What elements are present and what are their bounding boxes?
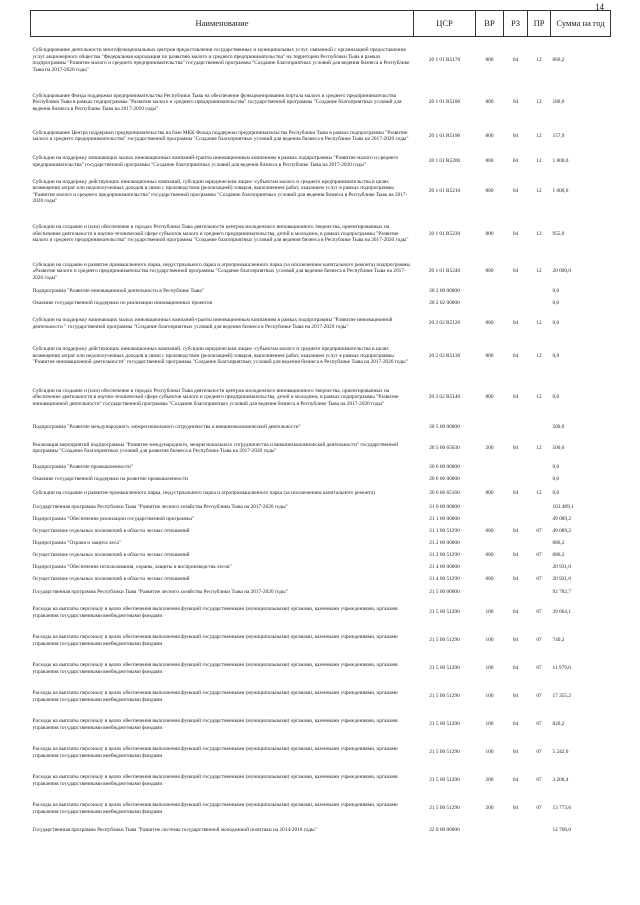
row-amount: 20 000,0: [552, 268, 572, 275]
row-code: 21 1 00 00000: [429, 516, 460, 523]
row-vr: [476, 474, 504, 486]
row-rz: 04: [512, 352, 519, 359]
table-row: [31, 435, 611, 462]
row-pr: 07: [536, 777, 542, 784]
row-rz: 04: [512, 749, 519, 756]
row-amount: 92 782,7: [552, 588, 572, 595]
row-pr: 12: [536, 444, 542, 451]
row-code: 21 5 00 51290: [429, 637, 460, 644]
row-amount: 955,0: [552, 230, 565, 237]
row-pr: 12: [536, 394, 542, 401]
row-code: 20 6 06 65160: [429, 490, 460, 497]
header-rz: РЗ: [504, 11, 528, 37]
row-pr: [528, 514, 551, 526]
row-rz: [504, 586, 528, 599]
row-pr: 12: [536, 158, 542, 165]
row-name: Подпрограмма "Развитие инновационной деятельности в Республике Тыва": [32, 288, 204, 295]
row-rz: [504, 514, 528, 526]
row-vr: [476, 586, 504, 599]
row-vr: 100: [485, 721, 494, 728]
row-vr: [476, 562, 504, 574]
row-rz: [504, 421, 528, 435]
row-code: 20 2 02 R5130: [428, 352, 461, 359]
row-name: Государственная программа Республики Тыва "Развитие системы государственной молодежной политики на 2014-2018 годы": [32, 827, 317, 834]
row-rz: 04: [512, 528, 519, 535]
row-code: 20 1 01 R5190: [428, 132, 461, 139]
row-pr: 12: [536, 268, 542, 275]
row-pr: 12: [536, 320, 542, 327]
row-code: 20 6 00 00000: [429, 464, 460, 471]
row-name: Расходы на выплаты персоналу в целях обеспечения выполнения функций государственными (муниципальными) органами, казенными учреждениями, органами управления государственными внебюджетными фондами: [32, 690, 398, 703]
row-rz: 04: [512, 721, 519, 728]
row-name: Осуществление отдельных полномочий в области лесных отношений: [32, 552, 190, 559]
header-amount: Сумма на год: [551, 11, 611, 37]
row-name: Подпрограмма "Обеспечение реализации государственной программы": [32, 516, 195, 523]
row-name: Субсидии на поддержку действующих инновационных компаний, субсидии юридическим лицам -субъектам малого и среднего предпринимательства в целях возмещения затрат или недополученных доходов в связи с производством (реализацией) товаров, выполнением работ, оказанием услуг в рамках подпрограммы "Развитие инновационной деятельности" государственной программы "Создание благоприятных условий для ведения бизнеса в Республике Тыва на 2017-2020 годы": [32, 346, 408, 366]
page-number: 14: [595, 2, 604, 12]
table-row: [31, 562, 611, 574]
row-rz: 04: [512, 99, 519, 106]
row-rz: 04: [512, 777, 519, 784]
table-row: [31, 486, 611, 502]
row-rz: [504, 823, 528, 839]
row-vr: [476, 421, 504, 435]
row-vr: 800: [485, 132, 494, 139]
row-code: 20 1 01 R5240: [428, 268, 461, 275]
header-pr: ПР: [528, 11, 551, 37]
row-amount: 0,0: [552, 464, 560, 471]
row-pr: 07: [536, 749, 542, 756]
row-amount: 39 664,1: [552, 609, 572, 616]
row-code: 20 1 01 R5170: [428, 57, 461, 64]
row-pr: 07: [536, 637, 542, 644]
row-amount: 0,0: [552, 352, 560, 359]
row-vr: 800: [485, 158, 494, 165]
row-name: Расходы на выплаты персоналу в целях обеспечения выполнения функций государственными (муниципальными) органами, казенными учреждениями, органами управления государственными внебюджетными фондами: [32, 746, 398, 759]
row-name: Оказание государственной поддержки на развитие промышленности: [32, 476, 188, 483]
row-code: 20 2 02 00000: [429, 300, 460, 307]
row-rz: 04: [512, 576, 519, 583]
row-pr: 07: [536, 805, 542, 812]
row-pr: [528, 823, 551, 839]
row-name: Подпрограмма "Развитие промышленности": [32, 464, 134, 471]
table-row: [31, 538, 611, 550]
row-name: Субсидии на поддержку начинающих малых инновационных компаний-гранты инновационным компаниям в рамках подпрограммы "Развитие инновационной деятельности " государственной программы "Создание благоприятных условий для ведения бизнеса в Республике Тыва на 2017-2020 годы": [32, 317, 393, 330]
row-vr: [476, 823, 504, 839]
row-pr: [528, 462, 551, 474]
row-pr: 12: [536, 230, 542, 237]
table-row: [31, 338, 611, 375]
row-name: Государственная программа Республики Тыва "Развитие лесного хозяйства Республики Тыва на 2017-2020 годы": [32, 588, 288, 595]
row-name: Оказание государственной поддержки по реализации инновационных проектов: [32, 300, 213, 307]
row-rz: 04: [512, 158, 519, 165]
row-code: 21 5 00 51290: [429, 609, 460, 616]
row-vr: [476, 462, 504, 474]
row-amount: 157,9: [552, 132, 565, 139]
row-code: 21 5 00 51290: [429, 721, 460, 728]
row-pr: 12: [536, 490, 542, 497]
table-row: [31, 502, 611, 514]
table-row: [31, 298, 611, 310]
row-amount: 1 000,0: [552, 188, 569, 195]
row-name: Субсидии на создание и (или) обеспечение в городах Республики Тыва деятельности центров молодежного инновационного творчества, ориентированных на обеспечение деятельности в научно-технической сфере субъектов малого и среднего предпринимательства, детей и молодежи, в рамках подпрограммы "Развитие малого и среднего предпринимательства" государственной программы "Создание благоприятных условий для ведения бизнеса в Республике Тыва на 2017-2020 годы": [32, 224, 409, 244]
table-row: [31, 211, 611, 258]
table-row: [31, 173, 611, 211]
row-amount: 740,2: [552, 637, 565, 644]
row-vr: 800: [485, 268, 494, 275]
table-row: [31, 683, 611, 711]
row-amount: 49 089,2: [552, 516, 572, 523]
table-row: [31, 655, 611, 683]
row-rz: [504, 462, 528, 474]
row-rz: [504, 298, 528, 310]
row-name: Субсидии на поддержку начинающих малых инновационных компаний-гранты инновационным компаниям в рамках подпрограммы "Развитие малого и среднего предпринимательства" государственной программы "Создание благоприятных условий для ведения бизнеса в Республике Тыва на 2017-2020 годы": [32, 155, 399, 168]
row-rz: 04: [512, 805, 519, 812]
row-amount: 0,0: [552, 300, 560, 307]
row-name: Расходы на выплаты персоналу в целях обеспечения выполнения функций государственными (муниципальными) органами, казенными учреждениями, органами управления государственными внебюджетными фондами: [32, 662, 398, 675]
row-amount: 0,0: [552, 476, 560, 483]
row-name: Субсидии на поддержку действующих инновационных компаний, субсидии юридическим лицам -субъектам малого и среднего предпринимательства в целях возмещения затрат или недополученных доходов в связи с производством (реализацией) товаров, выполнением работ, оказанием услуг в рамках подпрограммы "Развитие малого и среднего предпринимательства" государственной программы "Создание благоприятных условий для ведения бизнеса в Республике Тыва на 2017-2020 годы": [32, 178, 408, 204]
table-row: [31, 550, 611, 562]
row-code: 20 1 01 R5230: [428, 230, 461, 237]
row-code: 21 0 00 00000: [429, 504, 460, 511]
row-rz: 04: [512, 609, 519, 616]
table-row: [31, 122, 611, 151]
table-row: [31, 151, 611, 173]
row-amount: 820,2: [552, 721, 565, 728]
row-name: Расходы на выплаты персоналу в целях обеспечения выполнения функций государственными (муниципальными) органами, казенными учреждениями, органами управления государственными внебюджетными фондами: [32, 802, 398, 815]
row-name: Субсидии на создание и развитие промышленного парка, индустриального парка и агропромышленного парка (за исключением капитального ремонта): [32, 490, 376, 497]
row-code: 21 2 00 51290: [429, 552, 460, 559]
row-pr: [528, 474, 551, 486]
row-name: Государственная программа Республики Тыва "Развитие лесного хозяйства Республики Тыва на 2017-2020 годы": [32, 504, 288, 511]
row-code: 20 1 01 R5200: [428, 158, 461, 165]
row-code: 20 1 01 R5210: [428, 188, 461, 195]
row-rz: 04: [512, 693, 519, 700]
table-row: [31, 258, 611, 286]
row-vr: 100: [485, 609, 494, 616]
row-vr: 800: [485, 490, 494, 497]
row-code: 21 5 00 51290: [429, 693, 460, 700]
row-pr: [528, 562, 551, 574]
row-code: 20 2 00 00000: [429, 288, 460, 295]
table-row: [31, 310, 611, 338]
row-amount: 660,2: [552, 57, 565, 64]
row-name: Субсидирование деятельности многофункциональных центров предоставления государственных и муниципальных услуг, связанной с организацией предоставления услуг акционерного общества "Федеральная корпорация по развитию малого и среднего предпринимательства" на территории Республики Тыва в рамках подпрограммы "Развитие малого и среднего предпринимательства" государственной программы "Создание благоприятных условий для ведения бизнеса в Республике Тыва на 2017-2020 годы": [32, 47, 410, 73]
row-name: Субсидирование Центра поддержки предпринимательства на базе МКК Фонда поддержки предпринимательства Республики Тыва в рамках подпрограммы "Развитие малого и среднего предпринимательства" государственной программы "Создание благоприятных условий для ведения бизнеса в Республике Тыва на 2017-2020 годы": [32, 129, 409, 142]
row-code: 20 2 02 R5120: [428, 320, 461, 327]
row-vr: [476, 298, 504, 310]
row-pr: [528, 421, 551, 435]
table-row: [31, 767, 611, 795]
row-amount: 5 242,0: [552, 749, 569, 756]
row-name: Подпрограмма "Обеспечение использования, охраны, защиты и воспроизводства лесов": [32, 564, 232, 571]
row-amount: 1 000,0: [552, 158, 569, 165]
row-rz: 04: [512, 320, 519, 327]
table-row: [31, 627, 611, 655]
row-pr: [528, 502, 551, 514]
row-amount: 0,0: [552, 288, 560, 295]
row-code: 20 5 00 00000: [429, 424, 460, 431]
row-amount: 20 931,0: [552, 576, 572, 583]
row-code: 20 1 01 R5180: [428, 99, 461, 106]
row-vr: [476, 514, 504, 526]
row-pr: 12: [536, 132, 542, 139]
row-vr: 800: [485, 352, 494, 359]
table-row: [31, 37, 611, 84]
row-amount: 11 979,0: [552, 665, 571, 672]
row-rz: [504, 474, 528, 486]
row-vr: 600: [485, 528, 494, 535]
row-code: 21 5 00 51290: [429, 777, 460, 784]
row-amount: 20 931,0: [552, 564, 572, 571]
row-code: 21 4 00 00000: [429, 564, 460, 571]
table-row: [31, 286, 611, 298]
row-amount: 500,0: [552, 424, 565, 431]
row-rz: 04: [512, 394, 519, 401]
table-row: [31, 474, 611, 486]
row-pr: 12: [536, 99, 542, 106]
row-name: Расходы на выплаты персоналу в целях обеспечения выполнения функций государственными (муниципальными) органами, казенными учреждениями, органами управления государственными внебюджетными фондами: [32, 634, 398, 647]
header-name: Наименование: [31, 11, 414, 37]
row-amount: 17 355,2: [552, 693, 572, 700]
row-pr: 07: [536, 528, 542, 535]
row-rz: [504, 538, 528, 550]
row-amount: 686,2: [552, 540, 565, 547]
table-row: [31, 586, 611, 599]
row-vr: 800: [485, 394, 494, 401]
row-vr: [476, 502, 504, 514]
table-row: [31, 739, 611, 767]
table-row: [31, 84, 611, 122]
row-name: Подпрограмма "Охрана и защита леса": [32, 540, 121, 547]
table-row: [31, 421, 611, 435]
row-code: 21 2 00 00000: [429, 540, 460, 547]
row-name: Субсидии на создание и (или) обеспечение в городах Республики Тыва деятельности центров молодежного инновационного творчества, ориентированных на обеспечение деятельности в научно-технической сфере субъектов малого и среднего предпринимательства, детей и молодежи, в рамках подпрограммы "Развитие инновационной деятельности" государственной программы "Создание благоприятных условий для ведения бизнеса в Республике Тыва на 2017-2020 годы": [32, 387, 399, 407]
row-code: 21 5 00 51290: [429, 805, 460, 812]
row-pr: 07: [536, 693, 542, 700]
table-row: [31, 526, 611, 538]
row-vr: 600: [485, 576, 494, 583]
row-amount: 49 089,2: [552, 528, 572, 535]
row-name: Расходы на выплаты персоналу в целях обеспечения выполнения функций государственными (муниципальными) органами, казенными учреждениями, органами управления государственными внебюджетными фондами: [32, 774, 398, 787]
table-row: [31, 375, 611, 421]
row-pr: 07: [536, 609, 542, 616]
row-rz: 04: [512, 57, 519, 64]
row-pr: 12: [536, 57, 542, 64]
table-row: [31, 514, 611, 526]
row-name: Расходы на выплаты персоналу в целях обеспечения выполнения функций государственными (муниципальными) органами, казенными учреждениями, органами управления государственными внебюджетными фондами: [32, 606, 398, 619]
row-amount: 0,0: [552, 394, 560, 401]
table-row: [31, 795, 611, 823]
row-amount: 3 208,4: [552, 777, 569, 784]
row-code: 21 5 00 51290: [429, 749, 460, 756]
row-amount: 500,0: [552, 444, 565, 451]
row-rz: [504, 562, 528, 574]
row-amount: 0,0: [552, 490, 560, 497]
row-code: 20 5 00 65030: [429, 444, 460, 451]
row-vr: 100: [485, 665, 494, 672]
row-name: Осуществление отдельных полномочий в области лесных отношений: [32, 528, 190, 535]
row-vr: [476, 538, 504, 550]
row-vr: 800: [485, 188, 494, 195]
row-rz: 04: [512, 444, 519, 451]
row-amount: 686,2: [552, 552, 565, 559]
row-rz: 04: [512, 132, 519, 139]
row-vr: 100: [485, 749, 494, 756]
table-row: [31, 462, 611, 474]
row-amount: 0,0: [552, 320, 560, 327]
row-rz: 04: [512, 490, 519, 497]
row-vr: 100: [485, 637, 494, 644]
header-vr: ВР: [476, 11, 504, 37]
row-pr: 12: [536, 188, 542, 195]
row-rz: [504, 286, 528, 298]
row-vr: 200: [485, 805, 494, 812]
row-amount: 13 773,6: [552, 805, 572, 812]
row-vr: 800: [485, 99, 494, 106]
row-vr: 100: [485, 693, 494, 700]
row-name: Расходы на выплаты персоналу в целях обеспечения выполнения функций государственными (муниципальными) органами, казенными учреждениями, органами управления государственными внебюджетными фондами: [32, 718, 398, 731]
row-rz: 04: [512, 665, 519, 672]
row-pr: 07: [536, 721, 542, 728]
table-header-row: [31, 11, 611, 37]
row-code: 22 0 00 00000: [429, 827, 460, 834]
row-amount: 180,0: [552, 99, 565, 106]
row-vr: 800: [485, 320, 494, 327]
row-amount: 163 489,1: [552, 504, 574, 511]
table-row: [31, 574, 611, 586]
row-pr: [528, 298, 551, 310]
row-code: 20 6 06 00000: [429, 476, 460, 483]
table-row: [31, 823, 611, 839]
row-pr: [528, 538, 551, 550]
row-vr: 600: [485, 552, 494, 559]
row-rz: 04: [512, 188, 519, 195]
row-vr: 800: [485, 230, 494, 237]
row-pr: 07: [536, 576, 542, 583]
row-code: 21 1 00 51290: [429, 528, 460, 535]
row-code: 21 5 00 00000: [429, 588, 460, 595]
row-rz: 04: [512, 230, 519, 237]
row-name: Субсидирование Фонда поддержки предпринимательства Республики Тыва на обеспечение функционирования портала малого и среднего предпринимательства Республики Тыва в рамках подпрограммы "Развитие малого и среднего предпринимательства" государственной программы "Создание благоприятных условий для ведения бизнеса в Республике Тыва на 2017-2020 годы": [32, 92, 402, 112]
row-rz: [504, 502, 528, 514]
table-row: [31, 711, 611, 739]
row-name: Реализация мероприятий подпрограммы "Развитие международного, межрегионального сотрудничества и внешнеэкономической деятельности" государственной программы "Создание благоприятных условий для развития бизнеса в Республике Тыва на 2017-2020 годы": [32, 441, 399, 454]
row-vr: 200: [485, 777, 494, 784]
row-amount: 12 700,0: [552, 827, 572, 834]
row-rz: 04: [512, 552, 519, 559]
row-rz: 04: [512, 268, 519, 275]
row-name: Осуществление отдельных полномочий в области лесных отношений: [32, 576, 190, 583]
budget-table: [30, 10, 611, 839]
row-code: 21 5 00 51290: [429, 665, 460, 672]
row-rz: 04: [512, 637, 519, 644]
row-name: Подпрограмма "Развитие международного, межрегионального сотрудничества и внешнеэкономической деятельности": [32, 424, 301, 431]
row-name: Субсидии на создание и развитие промышленного парка, индустриального парка и агропромышленного парка (за исключением капитального ремонта) подпрограммы «Развитие малого и среднего предпринимательства государственной программы "Создание благоприятных условий для ведения бизнеса в Республике Тыва на 2017-2020 годы": [32, 261, 410, 281]
row-pr: 07: [536, 552, 542, 559]
row-vr: 800: [485, 57, 494, 64]
table-row: [31, 599, 611, 627]
row-pr: [528, 286, 551, 298]
row-pr: [528, 586, 551, 599]
row-code: 21 4 00 51290: [429, 576, 460, 583]
row-vr: [476, 286, 504, 298]
row-vr: 200: [485, 444, 494, 451]
header-code: ЦСР: [414, 11, 476, 37]
row-pr: 12: [536, 352, 542, 359]
row-pr: 07: [536, 665, 542, 672]
row-code: 20 2 02 R5140: [428, 394, 461, 401]
